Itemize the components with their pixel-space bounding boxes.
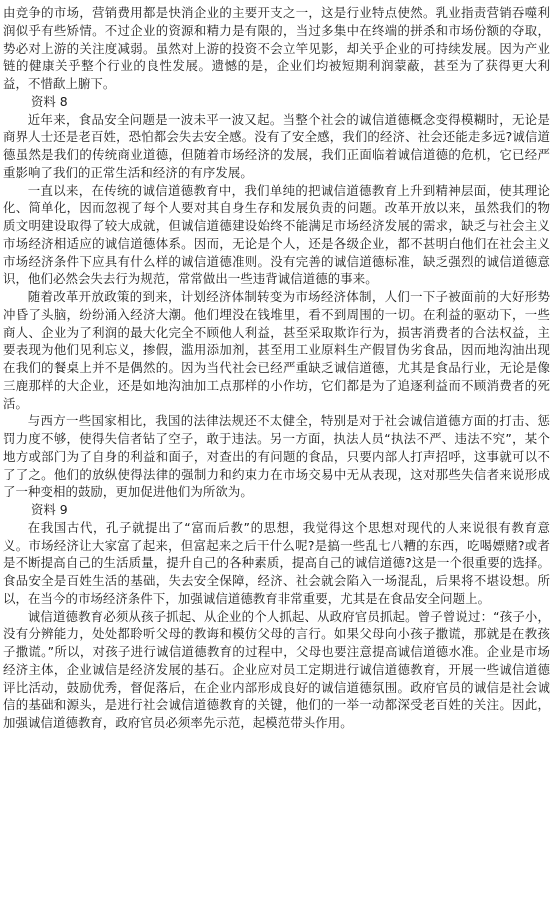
paragraph-8-4: 与西方一些国家相比，我国的法律法规还不太健全，特别是对于社会诚信道德方面的打击、惩罚力度不够，使得失信者钻了空子，敢于违法。另一方面，执法人员“执法不严、违法不究”，某个地方或部门为了自身的利益和面子，对查出的有问题的食品，只要内部人打声招呼，这事就可以不了了之。他们的放纵使得法律的强制力和约束力在市场交易中无从表现，这对那些失信者来说形成了一种变相的鼓励，更加促进他们为所欲为。	[3, 413, 550, 500]
paragraph-9-2: 诚信道德教育必须从孩子抓起、从企业的个人抓起、从政府官员抓起。曾子曾说过：“孩子小，没有分辨能力，处处都聆听父母的教诲和模仿父母的言行。如果父母向小孩子撒谎，那就是在教孩子撒谎。”所以，对孩子进行诚信道德教育的过程中，父母也要注意提高诚信道德水准。企业是市场经济主体，企业诚信是经济发展的基石。企业应对员工定期进行诚信道德教育，开展一些诚信道德评比活动，鼓励优秀，督促落后，在企业内部形成良好的诚信道德氛围。政府官员的诚信是社会诚信的基础和源头，是进行社会诚信道德教育的关键，他们的一举一动都深受老百姓的关注。因此，加强诚信道德教育，政府官员必须率先示范，起模范带头作用。	[3, 608, 550, 730]
paragraph-intro-continued: 由竞争的市场，营销费用都是快消企业的主要开支之一，这是行业特点使然。乳业指责营销吞噬利润似乎有些矫情。不过企业的资源和精力是有限的，当过多集中在终端的拼杀和市场份额的夺取，势必对上游的关注度减弱。虽然对上游的投资不会立竿见影，却关乎企业的可持续发展。因为产业链的健康关乎整个行业的良性发展。遗憾的是，企业们均被短期利润蒙蔽，甚至为了获得更大利益，不惜歃上腑下。	[3, 5, 550, 91]
paragraph-8-1: 近年来，食品安全问题是一波未平一波又起。当整个社会的诚信道德概念变得模糊时，无论是商界人士还是老百姓，恐怕都会失去安全感。没有了安全感，我们的经济、社会还能走多远?诚信道德虽然是我们的传统商业道德，但随着市场经济的发展，我们正面临着诚信道德的危机，它已经严重影响了我们的正常生活和经济的有序发展。	[3, 111, 550, 180]
paragraph-8-2: 一直以来，在传统的诚信道德教育中，我们单纯的把诚信道德教育上升到精神层面，使其理论化、简单化，因而忽视了每个人要对其自身生存和发展负责的问题。改革开放以来，虽然我们的物质文明建设取得了较大成就，但诚信道德建设始终不能满足市场经济发展的需求，缺乏与社会主义市场经济相适应的诚信道德体系。因而，无论是个人，还是各级企业，都不甚明白他们在社会主义市场经济条件下应具有什么样的诚信道德准则。没有完善的诚信道德标准，缺乏强烈的诚信道德意识，他们必然会失去行为规范，常常做出一些违背诚信道德的事来。	[3, 182, 550, 287]
paragraph-8-3: 随着改革开放政策的到来，计划经济体制转变为市场经济体制，人们一下子被面前的大好形势冲昏了头脑，纷纷涌入经济大潮。他们埋没在钱堆里，看不到周围的一切。在利益的驱动下，一些商人、企业为了利润的最大化完全不顾他人利益，甚至采取欺诈行为，损害消费者的合法权益，主要表现为他们见利忘义，掺假，滥用添加剂，甚至用工业原料生产假冒伪劣食品，因而地沟油出现在我们的餐桌上并不是偶然的。因为当代社会已经严重缺乏诚信道德，尤其是食品行业，无论是像三鹿那样的大企业，还是如地沟油加工点那样的小作坊，它们都是为了追逐利益而不顾消费者的死活。	[3, 289, 550, 411]
paragraph-9-1: 在我国古代，孔子就提出了“富而后教”的思想，我觉得这个思想对现代的人来说很有教育意义。市场经济让大家富了起来，但富起来之后干什么呢?是搞一些乱七八糟的东西，吃喝嫖赌?或者是不断提高自己的生活质量，提升自己的各种素质，提高自己的诚信道德?这是一个很重要的选择。食品安全是百姓生活的基础，失去安全保障，经济、社会就会陷入一场混乱，后果将不堪设想。所以，在当今的市场经济条件下，加强诚信道德教育非常重要，尤其是在食品安全问题上。	[3, 519, 550, 606]
section-heading-material-9: 资料 9	[31, 502, 68, 517]
section-heading-material-8: 资料 8	[31, 93, 68, 109]
document-page	[3, 4, 550, 732]
